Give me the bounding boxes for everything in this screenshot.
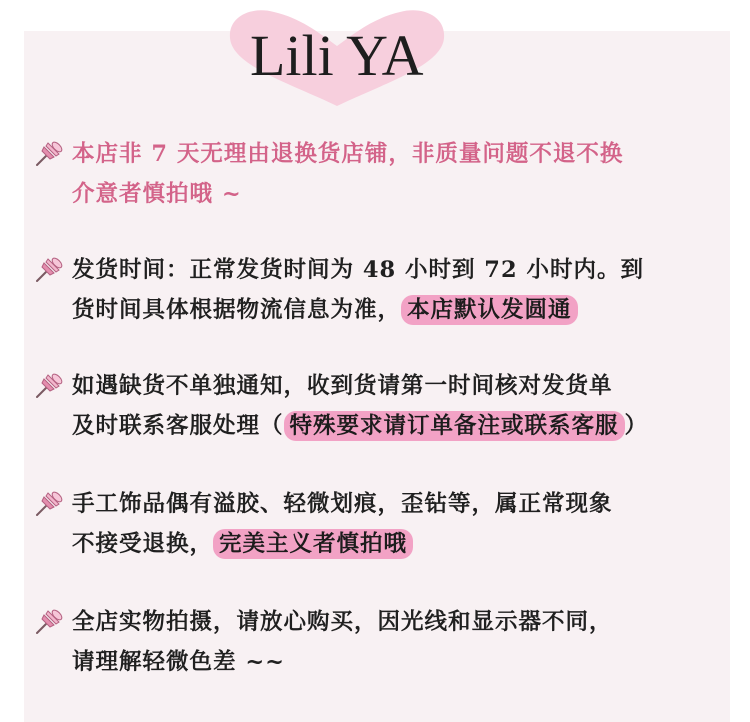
notice-text-line	[72, 406, 648, 446]
notice-text-line	[72, 290, 578, 330]
highlight-label: 完美主义者慎拍哦	[213, 529, 413, 559]
highlight-label: 本店默认发圆通	[401, 295, 578, 325]
pushpin-icon	[34, 254, 66, 284]
brand-header	[0, 0, 750, 110]
notice-text: 手工饰品偶有溢胶、轻微划痕，歪钻等，属正常现象	[72, 491, 613, 517]
notice-text: ）	[624, 413, 649, 439]
pushpin-icon	[34, 606, 66, 636]
notice-text: 如遇缺货不单独通知，收到货请第一时间核对发货单	[72, 373, 613, 399]
notice-text: 介意者慎拍哦 ~	[72, 181, 242, 207]
brand-title: Lili YA	[250, 23, 424, 88]
notice-text: 不接受退换，	[72, 531, 214, 557]
pushpin-icon	[34, 138, 66, 168]
pushpin-icon	[34, 488, 66, 518]
pushpin-icon	[34, 370, 66, 400]
notice-text: 本店非 7 天无理由退换货店铺，非质量问题不退不换	[72, 141, 624, 167]
notice-text: 请理解轻微色差 ~~	[72, 649, 286, 675]
notice-text: 及时联系客服处理（	[72, 413, 284, 439]
notice-text: 全店实物拍摄，请放心购买，因光线和显示器不同，	[72, 609, 613, 635]
notice-text: 货时间具体根据物流信息为准，	[72, 297, 402, 323]
notice-text: 发货时间：正常发货时间为 48 小时到 72 小时内。到	[72, 257, 644, 283]
notice-text-line	[72, 524, 413, 564]
highlight-label: 特殊要求请订单备注或联系客服	[284, 411, 625, 441]
